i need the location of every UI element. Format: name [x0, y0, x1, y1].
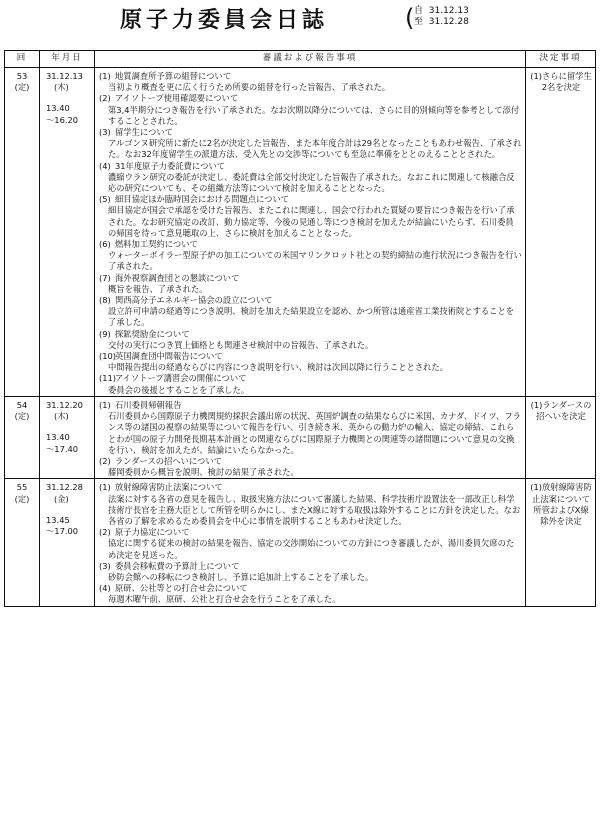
period-to-label: 至: [414, 17, 424, 27]
agenda-item-number: (4): [99, 583, 111, 594]
agenda-item-number: (8): [99, 295, 111, 306]
agenda-item: [99, 273, 522, 295]
agenda-item-number: (4): [99, 160, 111, 171]
agenda-item-number: (5): [99, 194, 111, 205]
agenda-item: [99, 561, 522, 583]
agenda-item-title: 委員会移転費の予算計上について: [115, 560, 240, 571]
agenda-item-number: (2): [99, 527, 111, 538]
period-to: 31.12.28: [428, 17, 469, 27]
period-from: 31.12.13: [428, 6, 469, 16]
agenda-item-heading: [99, 583, 522, 594]
agenda-item-title: 関西高分子エネルギー協会の設立について: [115, 295, 273, 306]
agenda-item-number: (2): [99, 93, 111, 104]
agenda-item-number: (7): [99, 272, 111, 283]
meeting-number: 54: [16, 399, 28, 410]
decision-item: [530, 400, 592, 422]
agenda-item-title: 地質調査所予算の組替について: [115, 71, 231, 81]
agenda-item-detail: 当初より概査を更に広く行うため所要の組替を行った旨報告、了承された。: [108, 82, 391, 93]
table-header-row: [5, 51, 596, 68]
diary-table: [4, 50, 596, 607]
decision-number: (1): [530, 71, 542, 81]
decision-number: (1): [530, 482, 542, 493]
agenda-item-heading: [99, 93, 522, 104]
agenda-item-heading: [99, 456, 522, 467]
agenda-item-detail: 協定に関する従来の検討の結果を報告、協定の交渉開始についての方針につき審議したが、湯川委員欠席のため決定を見送った。: [108, 538, 515, 560]
agenda-item-heading: [99, 194, 522, 205]
meeting-number: 55: [16, 482, 28, 493]
col-header-no: 回: [5, 51, 40, 68]
agenda-item-detail: 砂防会館への移転につき検討し、予算に追加計上することを了承した。: [108, 571, 374, 582]
col-header-date: 年月日: [40, 51, 95, 68]
agenda-item-heading: [99, 273, 522, 284]
agenda-item-heading: [99, 527, 522, 538]
decision-item: [530, 71, 592, 93]
agenda-item-title: 英国調査団中間報告について: [115, 351, 223, 362]
agenda-item-heading: [99, 161, 522, 172]
agenda-item-title: 留学生について: [115, 127, 173, 138]
agenda-item-detail: 細目協定が国会で承認を受けた旨報告、またこれに関連し、国会で行われた質疑の要旨につき報告を行い了承された。なお研究協定の改訂、動力協定等、今後の見通し等につき検討を加えたが結論にいたらず、石川委員の帰国を待って意見聴取の上、さらに検討を加えることとなった。: [108, 205, 515, 238]
agenda-item-number: (10): [99, 351, 117, 362]
agenda-item: [99, 456, 522, 478]
col-header-decision: 決定事項: [526, 51, 596, 68]
agenda-item-title: 燃料加工契約について: [115, 239, 198, 250]
agenda-item-number: (9): [99, 328, 111, 339]
decision-number: (1): [530, 399, 543, 410]
agenda-item: [99, 161, 522, 195]
agenda-item-detail: 濃縮ウラン研究の委託が決定し、委託費は全部交付決定した旨報告了承された。なおこれに関連して核融合反応の研究についても、その組織方法等について検討を加えることとなった。: [108, 171, 515, 194]
meeting-type: (定): [14, 493, 30, 504]
header: 原子力委員会日誌 ( 自 31.12.13 至 31.12.28: [120, 4, 469, 33]
agenda-item-detail: 中間報告提出の経過ならびに内容につき説明を行い、検討は次回以降に行うこととされた。: [108, 362, 449, 373]
meeting-date: 31.12.13: [46, 71, 83, 81]
meeting-number: 53: [16, 71, 28, 81]
agenda-item-title: 探鉱奨励金について: [115, 328, 190, 339]
agenda-item-heading: [99, 351, 522, 362]
meeting-decision-cell: [526, 68, 596, 397]
agenda-item-title: アイソトープ講習会の開催について: [115, 373, 247, 384]
agenda-item-title: 海外視察調査団との懇談について: [115, 272, 240, 283]
agenda-item-heading: [99, 127, 522, 138]
agenda-item-heading: [99, 239, 522, 250]
meeting-content-cell: [95, 479, 526, 606]
agenda-item-detail: 委員会の後援とすることを了承した。: [108, 384, 250, 395]
page-title: 原子力委員会日誌: [120, 7, 329, 33]
agenda-item-title: 原研、公社等との打合せ会について: [115, 583, 248, 594]
agenda-item-heading: [99, 329, 522, 340]
agenda-item-detail: 概旨を報告、了承された。: [108, 283, 208, 294]
meeting-weekday: (木): [54, 82, 69, 93]
agenda-item-number: (11): [99, 373, 117, 384]
meeting-date-cell: [40, 479, 95, 606]
agenda-item-heading: [99, 561, 522, 572]
agenda-item-heading: [99, 400, 522, 411]
agenda-item-detail: 藤岡委員から概旨を説明、検討の結果了承された。: [108, 467, 299, 478]
meeting-row: [5, 396, 596, 478]
decision-text: さらに留学生2名を決定: [541, 71, 592, 93]
meeting-number-cell: [5, 479, 40, 606]
meeting-type: (定): [14, 411, 30, 422]
meeting-date-cell: [40, 396, 95, 478]
agenda-item-detail: 第3,4半期分につき報告を行い了承された。なお次期以降分については、さらに目的別傾向等を参考として添付することとされた。: [108, 104, 520, 126]
meeting-row: [5, 68, 596, 397]
col-header-content: 審議および報告事項: [95, 51, 526, 68]
agenda-item-number: (3): [99, 560, 111, 571]
agenda-item-detail: 毎週木曜午前、原研、公社と打合せ会を行うことを了承した。: [108, 594, 341, 605]
meeting-time-start: 13.45: [46, 514, 70, 525]
meeting-number-cell: [5, 396, 40, 478]
agenda-item-detail: ウォーターボイラー型原子炉の加工についての米国マリンクロット社との契約締結の進行状況につき報告を行い了承された。: [108, 250, 522, 272]
agenda-item-detail: 設立許可申請の経過等につき説明、検討を加えた結果設立を認め、かつ所管は通産省工業技術院とすることを了承した。: [108, 306, 515, 328]
agenda-item-title: 31年度原子力委託費について: [115, 160, 225, 171]
agenda-item: [99, 329, 522, 351]
agenda-item: [99, 482, 522, 527]
meeting-weekday: (金): [54, 493, 69, 504]
agenda-item: [99, 527, 522, 561]
meeting-weekday: (木): [54, 411, 69, 422]
meeting-time-start: 13.40: [46, 432, 70, 443]
agenda-item-title: ランダースの招へいについて: [115, 455, 222, 466]
meeting-content-cell: [95, 68, 526, 397]
agenda-item-number: (1): [99, 71, 111, 81]
period-from-label: 自: [414, 6, 424, 16]
agenda-item: [99, 351, 522, 373]
meeting-content-cell: [95, 396, 526, 478]
agenda-item-number: (6): [99, 239, 111, 250]
agenda-item: [99, 71, 522, 93]
agenda-item-number: (3): [99, 127, 111, 138]
agenda-item: [99, 400, 522, 456]
agenda-item-heading: [99, 482, 522, 493]
meeting-type: (定): [14, 82, 30, 93]
agenda-item-number: (1): [99, 399, 111, 410]
meeting-number-cell: [5, 68, 40, 397]
decision-item: [530, 482, 592, 527]
agenda-item-title: 原子力協定について: [115, 527, 190, 538]
agenda-item: [99, 583, 522, 605]
agenda-item: [99, 194, 522, 239]
agenda-item-title: 放射線障害防止法案について: [115, 482, 223, 493]
meeting-time-end: ～17.40: [46, 443, 79, 454]
meeting-time-end: ～17.00: [46, 525, 79, 536]
agenda-item-heading: [99, 71, 522, 82]
agenda-item-heading: [99, 373, 522, 384]
meeting-date: 31.12.20: [46, 399, 83, 410]
agenda-item-title: 細目協定ほか臨時国会における問題点について: [115, 194, 290, 205]
agenda-item: [99, 373, 522, 395]
meeting-time-start: 13.40: [46, 103, 70, 114]
meeting-date-cell: [40, 68, 95, 397]
agenda-item-heading: [99, 295, 522, 306]
agenda-item: [99, 93, 522, 127]
agenda-item: [99, 127, 522, 161]
agenda-item-detail: 交付の実行につき買上価格とも関連させ検討中の旨報告、了承された。: [108, 339, 374, 350]
agenda-item-number: (1): [99, 482, 111, 493]
meeting-decision-cell: [526, 396, 596, 478]
decision-text: 放射線障害防止法案について所管およびX線除外を決定: [532, 482, 592, 526]
agenda-item-detail: アルゴンヌ研究所に新たに2名が決定した旨報告、また本年度合計は29名となったこともあわせ報告、了承された。なお32年度留学生の派遣方法、受入先との交渉等についても至急に準備をととのえることとされた。: [108, 138, 522, 160]
agenda-item: [99, 239, 522, 273]
meeting-decision-cell: [526, 479, 596, 606]
meeting-date: 31.12.28: [46, 482, 83, 493]
agenda-item-number: (2): [99, 455, 111, 466]
meeting-row: [5, 479, 596, 606]
agenda-item-detail: 石川委員から国際原子力機関規約採択会議出席の状況、英国炉調査の結果ならびに米国、カナダ、ドイツ、フランス等の諸国の視察の結果等について報告を行い、引き続き米、英からの動力炉の輸入、協定の締結、これらとわが国の原子力開発長期基本計画との関連ならびに国際原子力機関との関連等の諸問題について意見の交換を行い、検討を加えたが、結論にいたらなかった。: [108, 411, 521, 455]
decision-text: ランダースの招へいを決定: [536, 399, 592, 422]
agenda-item-title: 石川委員帰朝報告: [115, 399, 182, 410]
agenda-item: [99, 295, 522, 329]
agenda-item-title: アイソトープ使用確認要について: [115, 93, 239, 104]
meeting-time-end: ～16.20: [46, 114, 79, 125]
agenda-item-detail: 法案に対する各省の意見を報告し、取扱実施方法について審議した結果、科学技術庁設置法を一部改正し科学技術庁長官を主務大臣として所管を明らかにし、またX線に対する取扱は除外することに方針を決定した。なお各省の了解を求めるため委員会を中心に事情を説明することもあわせ決定した。: [108, 493, 521, 526]
